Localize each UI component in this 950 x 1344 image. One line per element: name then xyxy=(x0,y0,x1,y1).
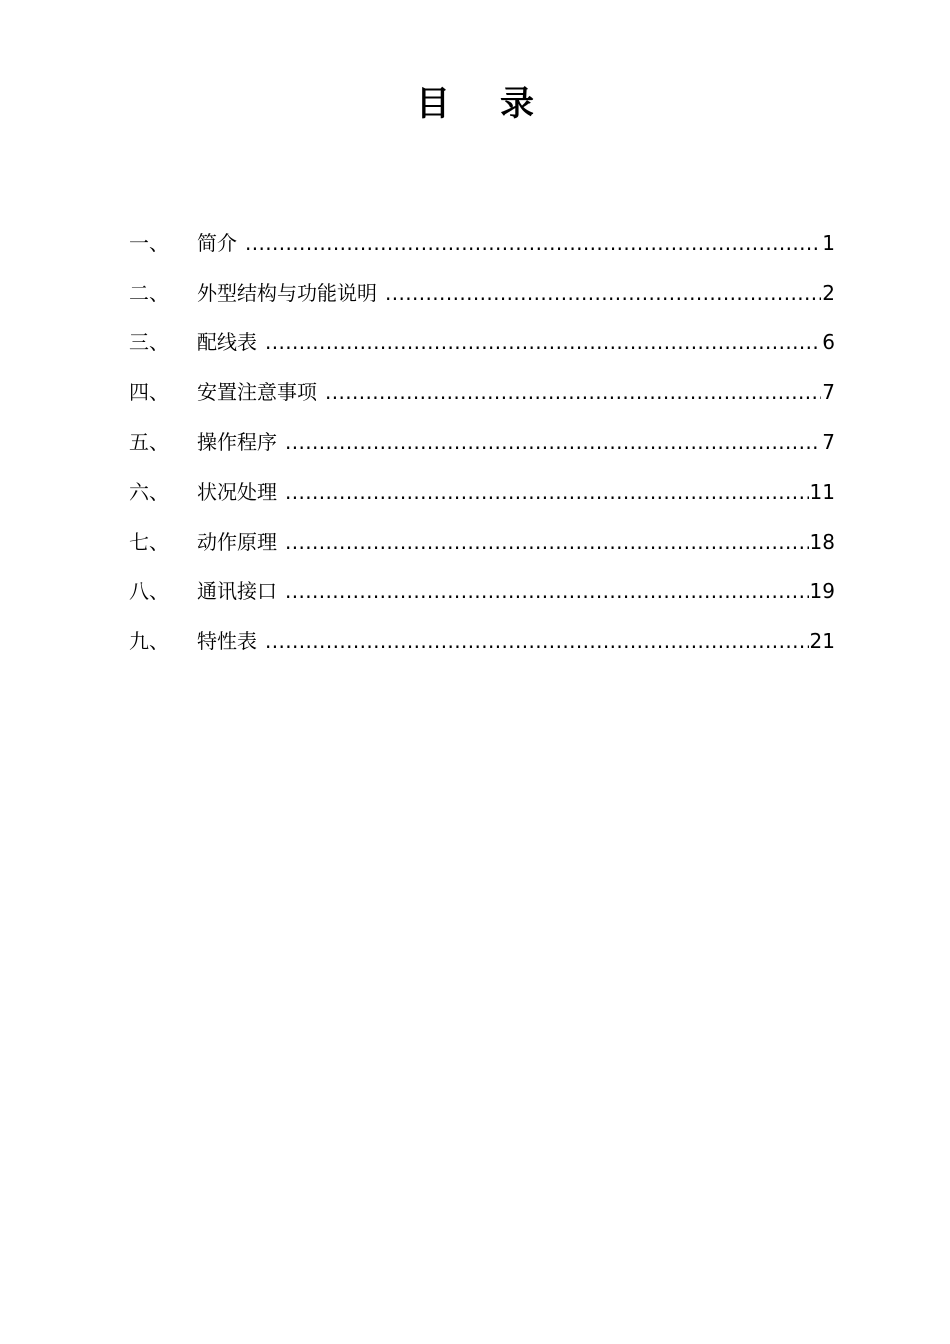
toc-entry-title: 通讯接口 xyxy=(197,579,277,604)
toc-entry-number: 五、 xyxy=(129,430,169,455)
toc-entry[interactable] xyxy=(129,517,835,567)
toc-dot-leader xyxy=(265,621,809,661)
toc-dot-leader xyxy=(385,273,821,313)
toc-entry-page: 18 xyxy=(809,529,835,554)
toc-entry-title: 动作原理 xyxy=(197,529,277,554)
page-title xyxy=(0,82,950,126)
title-char-2: 录 xyxy=(500,84,534,124)
toc-entry-title: 状况处理 xyxy=(197,479,277,504)
toc-dot-leader xyxy=(285,522,809,562)
toc-entry-number: 六、 xyxy=(129,479,169,504)
toc-entry[interactable] xyxy=(129,218,835,268)
toc-entry-page: 11 xyxy=(809,479,835,504)
toc-entry-number: 七、 xyxy=(129,529,169,554)
toc-entry[interactable] xyxy=(129,318,835,368)
toc-entry-title: 安置注意事项 xyxy=(197,380,317,405)
toc-entry-page: 21 xyxy=(809,629,835,654)
toc-entry[interactable] xyxy=(129,417,835,467)
toc-entry[interactable] xyxy=(129,467,835,517)
toc-entry-number: 二、 xyxy=(129,280,169,305)
toc-dot-leader xyxy=(325,372,821,412)
toc-entry[interactable] xyxy=(129,567,835,617)
toc-entry-title: 配线表 xyxy=(197,330,257,355)
toc-entry-page: 6 xyxy=(822,330,835,355)
toc-entry-page: 1 xyxy=(822,230,835,255)
toc-entry-title: 简介 xyxy=(197,230,237,255)
toc-entry[interactable] xyxy=(129,268,835,318)
toc-dot-leader xyxy=(285,571,809,611)
toc-dot-leader xyxy=(285,472,809,512)
toc-entry-number: 九、 xyxy=(129,629,169,654)
toc-entry-title: 外型结构与功能说明 xyxy=(197,280,377,305)
toc-entry[interactable] xyxy=(129,616,835,666)
toc-entry-number: 四、 xyxy=(129,380,169,405)
toc-entry-title: 操作程序 xyxy=(197,430,277,455)
toc-entry-number: 三、 xyxy=(129,330,169,355)
toc-entry-page: 19 xyxy=(809,579,835,604)
toc-entry-title: 特性表 xyxy=(197,629,257,654)
toc-dot-leader xyxy=(245,223,821,263)
toc-dot-leader xyxy=(265,322,821,362)
title-char-1: 目 xyxy=(416,84,450,124)
toc-dot-leader xyxy=(285,422,821,462)
toc-entry-page: 2 xyxy=(822,280,835,305)
toc-entry-number: 一、 xyxy=(129,230,169,255)
table-of-contents xyxy=(129,218,835,666)
toc-entry[interactable] xyxy=(129,367,835,417)
toc-entry-number: 八、 xyxy=(129,579,169,604)
toc-entry-page: 7 xyxy=(822,430,835,455)
toc-entry-page: 7 xyxy=(822,380,835,405)
